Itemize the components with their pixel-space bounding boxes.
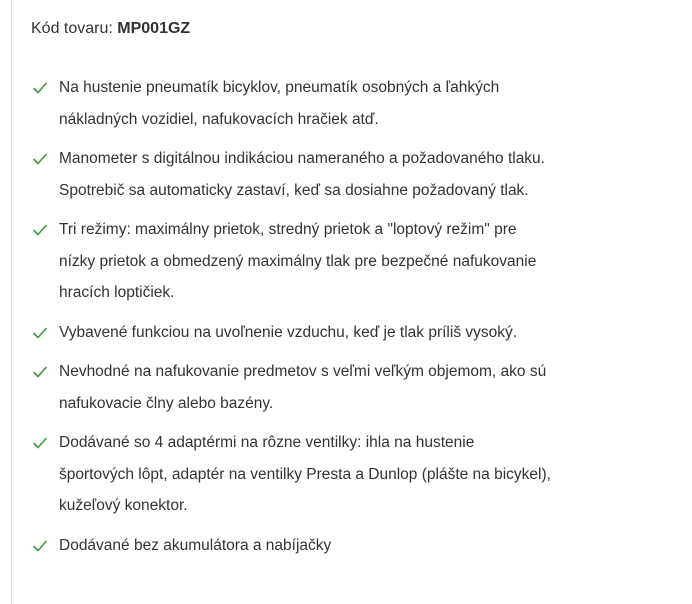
feature-item — [31, 427, 551, 522]
feature-text: Dodávané bez akumulátora a nabíjačky — [59, 536, 332, 554]
check-icon — [32, 538, 48, 554]
feature-text: Manometer s digitálnou indikáciou nameraného a požadovaného tlaku. Spotrebič sa automaticky zastaví, keď sa dosiahne požadovaný tlak. — [59, 150, 545, 199]
feature-item — [31, 72, 551, 135]
feature-item — [31, 214, 551, 309]
check-icon — [32, 151, 48, 167]
check-icon — [32, 80, 48, 96]
feature-item — [31, 530, 551, 562]
feature-text: Nevhodné na nafukovanie predmetov s veľmi veľkým objemom, ako sú nafukovacie člny alebo bazény. — [59, 363, 547, 412]
feature-item — [31, 356, 551, 419]
feature-item — [31, 317, 551, 349]
product-code-value: MP001GZ — [117, 20, 191, 37]
feature-text: Vybavené funkciou na uvoľnenie vzduchu, keď je tlak príliš vysoký. — [59, 323, 518, 341]
check-icon — [32, 325, 48, 341]
check-icon — [32, 435, 48, 451]
check-icon — [32, 364, 48, 380]
feature-text: Tri režimy: maximálny prietok, stredný prietok a "loptový režim" pre nízky prietok a obmedzený maximálny tlak pre bezpečné nafukovanie hracích loptičiek. — [59, 221, 537, 301]
product-code — [31, 18, 190, 40]
product-code-label: Kód tovaru: — [31, 20, 113, 37]
feature-text: Dodávané so 4 adaptérmi na rôzne ventilky: ihla na hustenie športových lôpt, adaptér na ventilky Presta a Dunlop (plášte na bicykel), kužeľový konektor. — [59, 434, 551, 514]
check-icon — [32, 222, 48, 238]
left-border-rule — [11, 0, 12, 604]
feature-list — [31, 72, 551, 569]
feature-item — [31, 143, 551, 206]
feature-text: Na hustenie pneumatík bicyklov, pneumatík osobných a ľahkých nákladných vozidiel, nafukovacích hračiek atď. — [59, 79, 500, 128]
